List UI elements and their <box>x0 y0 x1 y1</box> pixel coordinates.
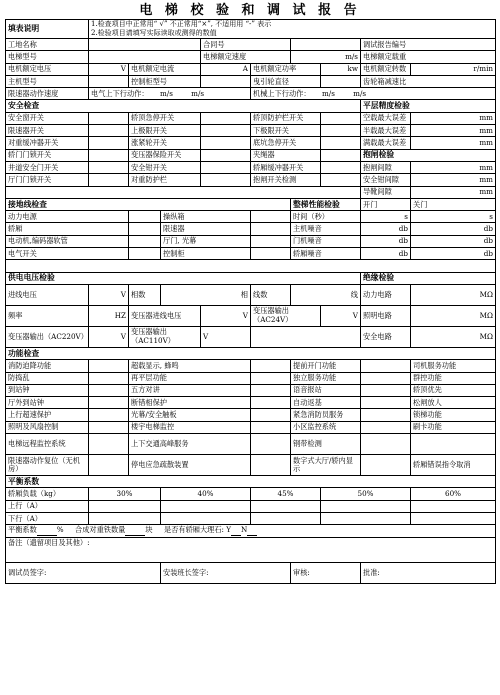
brake-unit[interactable]: mm <box>411 174 496 186</box>
function-item: 防捣乱 <box>6 372 89 384</box>
ground-item: 厅门, 光幕 <box>161 235 251 247</box>
balance-summary[interactable] <box>6 525 496 537</box>
rated-load-label: 电梯额定载重 <box>361 51 496 63</box>
light-circuit-unit[interactable]: MΩ <box>411 305 496 326</box>
blank-cell <box>6 186 361 198</box>
elec-down-unit: m/s <box>191 88 205 98</box>
site-name-field[interactable] <box>89 39 201 51</box>
frequency-unit[interactable]: HZ <box>89 305 129 326</box>
down-current-50[interactable] <box>321 512 411 524</box>
cabinet-model-label: 控制柜型号 <box>129 75 201 87</box>
ground-item: 限速器 <box>161 223 251 235</box>
door-noise-value[interactable]: db <box>361 235 411 247</box>
safety-item: 上极限开关 <box>129 125 201 137</box>
motor-voltage-label: 电机额定电压 <box>6 63 89 75</box>
function-item <box>411 434 496 455</box>
function-check[interactable] <box>89 372 129 384</box>
down-current-40[interactable] <box>161 512 251 524</box>
safety-check[interactable] <box>321 149 361 161</box>
light-circuit-label: 照明电路 <box>361 305 411 326</box>
function-check[interactable] <box>361 455 411 476</box>
safety-item: 井道安全门开关 <box>6 161 89 173</box>
instructions-line-1: 1.检查项目中正常用“ √” 不正常用“×”, 不适用用 “-” 表示 <box>91 20 272 28</box>
function-item: 超载显示, 蜂鸣 <box>129 360 251 372</box>
trans-out-24-unit[interactable]: V <box>321 305 361 326</box>
function-item: 松闸放人 <box>411 397 496 409</box>
ground-item: 电气开关 <box>6 248 129 260</box>
debug-report-no-label: 调试报告编号 <box>361 39 496 51</box>
door-time-label: 时间（秒） <box>291 211 361 223</box>
function-check[interactable] <box>251 455 291 476</box>
door-noise-value-2[interactable]: db <box>411 235 496 247</box>
safety-check[interactable] <box>201 112 251 124</box>
car-noise-label: 轿厢噪音 <box>291 248 361 260</box>
leveling-header: 平层精度检验 <box>361 100 496 112</box>
grounding-header: 接地线检查 <box>6 198 291 210</box>
function-check[interactable] <box>251 421 291 433</box>
host-noise-value[interactable]: db <box>361 223 411 235</box>
ground-check[interactable] <box>129 235 161 247</box>
incoming-voltage-unit[interactable]: V <box>89 284 129 305</box>
function-item: 数字式大厅/轿内显示 <box>291 455 361 476</box>
safety-item: 底坑急停开关 <box>251 137 321 149</box>
phase-label: 相数 <box>129 284 161 305</box>
safety-check[interactable] <box>89 137 129 149</box>
remarks-field[interactable]: 备注（遗留项目及其他）: <box>6 537 496 562</box>
balance-coef-label: 平衡系数 <box>8 525 37 535</box>
cabinet-model-field[interactable] <box>201 75 251 87</box>
balance-header: 平衡系数 <box>6 476 496 488</box>
ground-check[interactable] <box>251 235 291 247</box>
down-current-45[interactable] <box>251 512 321 524</box>
down-current-30[interactable] <box>89 512 161 524</box>
site-name-label: 工地名称 <box>6 39 89 51</box>
brake-item: 安全钳间隙 <box>361 174 411 186</box>
trans-out-24-label: 变压器输出（AC24V） <box>251 305 321 326</box>
safety-check[interactable] <box>201 174 251 186</box>
motor-voltage-unit[interactable]: V <box>89 63 129 75</box>
function-item: 电梯远程监控系统 <box>6 434 89 455</box>
trans-out-110-unit[interactable]: V <box>201 326 251 347</box>
safety-check[interactable] <box>201 125 251 137</box>
door-open-label: 开门 <box>361 198 411 210</box>
report-form <box>5 2 495 584</box>
mech-up-unit: m/s <box>321 88 335 98</box>
ground-check[interactable] <box>129 223 161 235</box>
balance-pct: % <box>56 525 64 535</box>
ground-check[interactable] <box>251 248 291 260</box>
report-table <box>5 19 496 584</box>
host-noise-label: 主机噪音 <box>291 223 361 235</box>
mech-action-field[interactable] <box>251 88 496 100</box>
elevator-model-label: 电梯型号 <box>6 51 89 63</box>
ground-item: 动力电源 <box>6 211 129 223</box>
function-item: 断错相保护 <box>129 397 251 409</box>
function-item: 刷卡功能 <box>411 421 496 433</box>
elec-up-unit: m/s <box>159 88 173 98</box>
report-title: 电 梯 校 验 和 调 试 报 告 <box>139 3 361 18</box>
host-model-label: 主机型号 <box>6 75 89 87</box>
trans-out-220-label: 变压器输出（AC220V） <box>6 326 89 347</box>
door-open-time[interactable]: s <box>361 211 411 223</box>
door-noise-label: 门机噪音 <box>291 235 361 247</box>
function-check[interactable] <box>251 434 291 455</box>
leveling-item: 半载最大误差 <box>361 125 411 137</box>
up-current-45[interactable] <box>251 500 321 512</box>
function-item: 群控功能 <box>411 372 496 384</box>
sheave-dia-field[interactable] <box>321 75 361 87</box>
function-check[interactable] <box>361 384 411 396</box>
safety-item: 夹绳器 <box>251 149 321 161</box>
trans-out-110-label: 变压器输出（AC110V） <box>129 326 201 347</box>
blank-cell <box>251 326 361 347</box>
elec-action-field[interactable] <box>89 88 251 100</box>
safety-check[interactable] <box>89 125 129 137</box>
load-label: 轿厢负载（kg） <box>6 488 89 500</box>
safety-circuit-unit[interactable]: MΩ <box>411 326 496 347</box>
ground-check[interactable] <box>251 223 291 235</box>
leveling-unit[interactable]: mm <box>411 137 496 149</box>
safety-item: 轿门门锁开关 <box>6 149 89 161</box>
function-check[interactable] <box>361 409 411 421</box>
function-check[interactable] <box>251 372 291 384</box>
safety-item: 对重防护栏 <box>129 174 201 186</box>
contract-no-label: 合同号 <box>201 39 291 51</box>
function-item: 照明及风扇控制 <box>6 421 89 433</box>
safety-check[interactable] <box>321 125 361 137</box>
function-check[interactable] <box>89 360 129 372</box>
leveling-item: 空载最大误差 <box>361 112 411 124</box>
function-item: 楼宇电梯监控 <box>129 421 251 433</box>
brake-item: 抱闸间隙 <box>361 161 411 173</box>
contract-no-field[interactable] <box>291 39 361 51</box>
function-item: 锁梯功能 <box>411 409 496 421</box>
leveling-unit[interactable]: mm <box>411 125 496 137</box>
load-50: 50% <box>321 488 411 500</box>
function-item: 紧急消防员服务 <box>291 409 361 421</box>
brake-unit[interactable]: mm <box>411 161 496 173</box>
brake-item: 导靴间隙 <box>361 186 411 198</box>
safety-item: 抱闸开关检测 <box>251 174 321 186</box>
marble-n: N <box>240 525 248 535</box>
functions-header: 功能检查 <box>6 347 496 359</box>
elevator-model-field[interactable] <box>89 51 201 63</box>
load-30: 30% <box>89 488 161 500</box>
safety-circuit-label: 安全电路 <box>361 326 411 347</box>
motor-current-label: 电机额定电流 <box>129 63 201 75</box>
up-current-30[interactable] <box>89 500 161 512</box>
lines-unit[interactable]: 线 <box>291 284 361 305</box>
insulation-header: 绝缘检验 <box>361 272 496 284</box>
safety-check[interactable] <box>321 174 361 186</box>
function-item: 轿厢错误指令取消 <box>411 455 496 476</box>
frequency-label: 频率 <box>6 305 89 326</box>
function-item: 提前开门功能 <box>291 360 361 372</box>
review-signature[interactable]: 审核: <box>291 562 361 583</box>
function-item: 轿顶优先 <box>411 384 496 396</box>
function-item: 钢带检测 <box>291 434 361 455</box>
safety-item: 涨紧轮开关 <box>129 137 201 149</box>
instructions-line-2: 2.检验项目请填写实际读取或测得的数值 <box>91 29 217 37</box>
safety-item: 安全钳开关 <box>129 161 201 173</box>
safety-header: 安全检查 <box>6 100 361 112</box>
incoming-voltage-label: 进线电压 <box>6 284 89 305</box>
brake-header: 抱闸检验 <box>361 149 496 161</box>
power-circuit-label: 动力电路 <box>361 284 411 305</box>
down-current-60[interactable] <box>411 512 496 524</box>
load-45: 45% <box>251 488 321 500</box>
safety-check[interactable] <box>321 161 361 173</box>
car-noise-value[interactable]: db <box>361 248 411 260</box>
approve-signature[interactable]: 批准: <box>361 562 496 583</box>
safety-check[interactable] <box>89 149 129 161</box>
safety-check[interactable] <box>321 137 361 149</box>
function-item: 小区监控系统 <box>291 421 361 433</box>
blank-row <box>6 260 496 272</box>
limiter-speed-label: 限速器动作速度 <box>6 88 89 100</box>
trans-in-label: 变压器进线电压 <box>129 305 201 326</box>
leveling-unit[interactable]: mm <box>411 112 496 124</box>
motor-speed-label: 电机额定转数 <box>361 63 411 75</box>
brake-unit[interactable]: mm <box>411 186 496 198</box>
debugger-signature[interactable]: 调试员签字: <box>6 562 161 583</box>
rated-speed-unit[interactable]: m/s <box>291 51 361 63</box>
door-close-time[interactable]: s <box>411 211 496 223</box>
function-item: 司机服务功能 <box>411 360 496 372</box>
weights-label: 合成对重铁数量 <box>75 525 126 535</box>
door-close-label: 关门 <box>411 198 496 210</box>
up-current-label: 上行（A） <box>6 500 89 512</box>
function-item: 独立服务功能 <box>291 372 361 384</box>
lines-label: 线数 <box>251 284 291 305</box>
sheave-dia-label: 曳引轮直径 <box>251 75 321 87</box>
function-item: 到站钟 <box>6 384 89 396</box>
function-item: 厅外到站钟 <box>6 397 89 409</box>
safety-check[interactable] <box>201 161 251 173</box>
function-check[interactable] <box>361 434 411 455</box>
supply-header: 供电电压检验 <box>6 272 361 284</box>
function-item: 停电应急疏散装置 <box>129 455 251 476</box>
up-current-40[interactable] <box>161 500 251 512</box>
elec-action-label: 电气上下行动作： <box>91 88 149 98</box>
rated-speed-label: 电梯额定速度 <box>201 51 291 63</box>
safety-check[interactable] <box>201 149 251 161</box>
safety-check[interactable] <box>89 112 129 124</box>
safety-check[interactable] <box>89 161 129 173</box>
function-check[interactable] <box>89 421 129 433</box>
ground-item: 电动机,编码器软管 <box>6 235 129 247</box>
ground-item: 轿厢 <box>6 223 129 235</box>
gear-ratio-label: 齿轮箱减速比 <box>361 75 496 87</box>
safety-item: 安全窗开关 <box>6 112 89 124</box>
ground-check[interactable] <box>129 211 161 223</box>
safety-item: 轿顶防护栏开关 <box>251 112 321 124</box>
safety-item: 下极限开关 <box>251 125 321 137</box>
load-60: 60% <box>411 488 496 500</box>
safety-check[interactable] <box>89 174 129 186</box>
marble-label: 是否有轿厢大理石: Y <box>164 525 231 535</box>
host-model-field[interactable] <box>89 75 129 87</box>
safety-item: 变压器保险开关 <box>129 149 201 161</box>
mech-action-label: 机械上下行动作： <box>253 88 311 98</box>
car-noise-value-2[interactable]: db <box>411 248 496 260</box>
function-item: 光幕/安全触板 <box>129 409 251 421</box>
ground-check[interactable] <box>251 211 291 223</box>
weights-unit: 块 <box>145 525 153 535</box>
instructions-label: 填表说明 <box>6 20 89 39</box>
safety-check[interactable] <box>201 137 251 149</box>
down-current-label: 下行（A） <box>6 512 89 524</box>
function-check[interactable] <box>89 455 129 476</box>
motor-power-unit[interactable]: kw <box>321 63 361 75</box>
function-item: 自动返基 <box>291 397 361 409</box>
function-item: 语音报站 <box>291 384 361 396</box>
motor-current-unit[interactable]: A <box>201 63 251 75</box>
safety-item: 对重缓冲器开关 <box>6 137 89 149</box>
safety-item: 厅门门锁开关 <box>6 174 89 186</box>
function-check[interactable] <box>89 397 129 409</box>
function-check[interactable] <box>251 384 291 396</box>
function-item: 上下交通高峰服务 <box>129 434 251 455</box>
leveling-item: 满载最大误差 <box>361 137 411 149</box>
function-check[interactable] <box>361 360 411 372</box>
function-check[interactable] <box>361 421 411 433</box>
power-circuit-unit[interactable]: MΩ <box>411 284 496 305</box>
safety-item: 轿顶急停开关 <box>129 112 201 124</box>
function-check[interactable] <box>89 409 129 421</box>
motor-power-label: 电机额定功率 <box>251 63 321 75</box>
function-item: 五方对讲 <box>129 384 251 396</box>
ground-check[interactable] <box>129 248 161 260</box>
function-item: 限速器动作复位（无机房） <box>6 455 89 476</box>
function-item: 消防迫降功能 <box>6 360 89 372</box>
function-item: 上行超速保护 <box>6 409 89 421</box>
ground-item: 操纵箱 <box>161 211 251 223</box>
trans-in-unit[interactable]: V <box>201 305 251 326</box>
up-current-50[interactable] <box>321 500 411 512</box>
function-check[interactable] <box>361 372 411 384</box>
function-check[interactable] <box>89 384 129 396</box>
up-current-60[interactable] <box>411 500 496 512</box>
function-check[interactable] <box>89 434 129 455</box>
ground-item: 控制柜 <box>161 248 251 260</box>
safety-check[interactable] <box>321 112 361 124</box>
instructions-text <box>89 20 496 39</box>
leader-signature[interactable]: 安装班长签字: <box>161 562 291 583</box>
function-check[interactable] <box>251 360 291 372</box>
motor-speed-unit[interactable]: r/min <box>411 63 496 75</box>
load-40: 40% <box>161 488 251 500</box>
trans-out-220-unit[interactable]: V <box>89 326 129 347</box>
phase-unit[interactable]: 相 <box>161 284 251 305</box>
safety-item: 限速器开关 <box>6 125 89 137</box>
function-item: 再平层功能 <box>129 372 251 384</box>
host-noise-value-2[interactable]: db <box>411 223 496 235</box>
function-check[interactable] <box>251 397 291 409</box>
function-check[interactable] <box>361 397 411 409</box>
function-check[interactable] <box>251 409 291 421</box>
safety-item: 轿厢缓冲器开关 <box>251 161 321 173</box>
mech-down-unit: m/s <box>353 88 367 98</box>
car-perf-header: 整梯性能检验 <box>291 198 361 210</box>
